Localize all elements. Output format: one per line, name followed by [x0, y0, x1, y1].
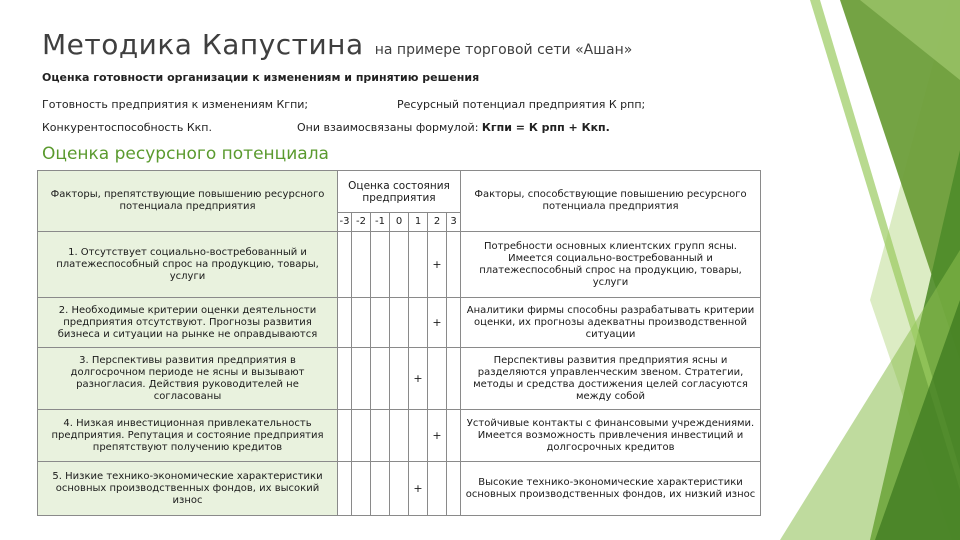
factor-negative: 5. Низкие технико-экономические характеристики основных производственных фондов, их высокий износ	[38, 462, 338, 516]
score-cell	[371, 410, 390, 462]
resource-table	[37, 170, 761, 516]
score-cell: +	[428, 410, 447, 462]
factor-negative: 1. Отсутствует социально-востребованный и платежеспособный спрос на продукцию, товары, услуги	[38, 232, 338, 298]
factor-negative: 4. Низкая инвестиционная привлекательность предприятия. Репутация и состояние предприятия препятствуют получению кредитов	[38, 410, 338, 462]
score-cell: +	[428, 298, 447, 348]
factor-positive: Устойчивые контакты с финансовыми учреждениями. Имеется возможность привлечения инвестиций и долгосрочных кредитов	[461, 410, 761, 462]
header-mid: Оценка состояния предприятия	[338, 171, 461, 213]
scale-cell: -1	[371, 213, 390, 232]
score-cell	[447, 298, 461, 348]
score-cell	[338, 462, 352, 516]
header-right: Факторы, способствующие повышению ресурсного потенциала предприятия	[461, 171, 761, 232]
scale-cell: -2	[352, 213, 371, 232]
scale-cell: 0	[390, 213, 409, 232]
score-cell	[352, 232, 371, 298]
score-cell	[428, 348, 447, 410]
score-cell: +	[409, 348, 428, 410]
score-cell	[428, 462, 447, 516]
decorative-shapes	[720, 0, 960, 540]
score-cell	[390, 462, 409, 516]
scale-cell: 2	[428, 213, 447, 232]
scale-cell: 3	[447, 213, 461, 232]
slide-title	[42, 28, 632, 61]
score-cell	[371, 348, 390, 410]
table-row	[38, 410, 761, 462]
score-cell	[352, 410, 371, 462]
header-left: Факторы, препятствующие повышению ресурсного потенциала предприятия	[38, 171, 338, 232]
score-cell	[409, 298, 428, 348]
def-kgpi: Готовность предприятия к изменениям Кгпи;	[42, 98, 309, 111]
scale-cell: 1	[409, 213, 428, 232]
header-row	[38, 171, 761, 213]
score-cell: +	[428, 232, 447, 298]
score-cell	[447, 462, 461, 516]
title-sub: на примере торговой сети «Ашан»	[374, 42, 633, 58]
score-cell	[338, 232, 352, 298]
score-cell: +	[409, 462, 428, 516]
factor-positive: Высокие технико-экономические характеристики основных производственных фондов, их низкий износ	[461, 462, 761, 516]
score-cell	[352, 298, 371, 348]
score-cell	[352, 462, 371, 516]
score-cell	[338, 298, 352, 348]
formula: Кгпи = К рпп + Ккп.	[481, 121, 610, 134]
formula-line	[297, 121, 610, 134]
score-cell	[409, 232, 428, 298]
score-cell	[447, 410, 461, 462]
def-krpp: Ресурсный потенциал предприятия К рпп;	[397, 98, 646, 111]
score-cell	[390, 298, 409, 348]
score-cell	[371, 462, 390, 516]
score-cell	[390, 232, 409, 298]
table-row	[38, 462, 761, 516]
scale-cell: -3	[338, 213, 352, 232]
score-cell	[409, 410, 428, 462]
score-cell	[338, 348, 352, 410]
score-cell	[390, 348, 409, 410]
score-cell	[338, 410, 352, 462]
factor-negative: 2. Необходимые критерии оценки деятельности предприятия отсутствуют. Прогнозы развития бизнеса и ситуации на рынке не оправдываются	[38, 298, 338, 348]
score-cell	[447, 348, 461, 410]
score-cell	[352, 348, 371, 410]
score-cell	[390, 410, 409, 462]
factor-positive: Перспективы развития предприятия ясны и разделяются управленческим звеном. Стратегии, методы и средства достижения целей согласуются между собой	[461, 348, 761, 410]
factor-negative: 3. Перспективы развития предприятия в долгосрочном периоде не ясны и вызывают разногласия. Действия руководителей не согласованы	[38, 348, 338, 410]
heading: Оценка готовности организации к изменениям и принятию решения	[42, 71, 480, 84]
score-cell	[447, 232, 461, 298]
factor-positive: Аналитики фирмы способны разрабатывать критерии оценки, их прогнозы адекватны производственной ситуации	[461, 298, 761, 348]
def-kkp: Конкурентоспособность Ккп.	[42, 121, 212, 134]
table-row	[38, 348, 761, 410]
formula-text: Они взаимосвязаны формулой:	[297, 121, 479, 134]
title-main: Методика Капустина	[42, 28, 364, 61]
score-cell	[371, 232, 390, 298]
score-cell	[371, 298, 390, 348]
table-row	[38, 232, 761, 298]
section-title: Оценка ресурсного потенциала	[42, 144, 329, 164]
table-row	[38, 298, 761, 348]
table-body	[38, 171, 761, 516]
factor-positive: Потребности основных клиентских групп ясны. Имеется социально-востребованный и платежеспособный спрос на продукцию, товары, услуги	[461, 232, 761, 298]
